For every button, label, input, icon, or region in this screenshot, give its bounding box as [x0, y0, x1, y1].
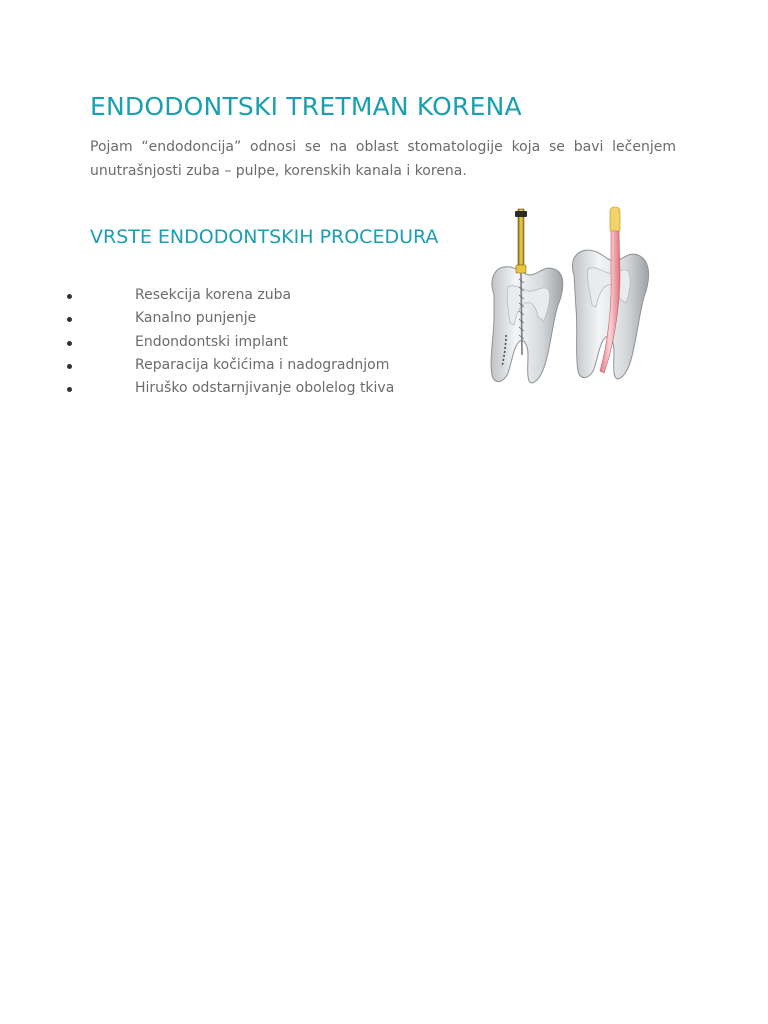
- bullet-icon: [67, 294, 72, 299]
- tooth-with-file: [491, 209, 563, 383]
- list-item-label: Kanalno punjenje: [135, 310, 257, 327]
- list-item-label: Endondontski implant: [135, 333, 288, 350]
- page-title: ENDODONTSKI TRETMAN KORENA: [90, 92, 522, 121]
- bullet-icon: [67, 364, 72, 369]
- bullet-icon: [67, 317, 72, 322]
- bullet-icon: [67, 341, 72, 346]
- tooth-with-filling: [572, 207, 648, 379]
- intro-paragraph: Pojam “endodoncija” odnosi se na oblast stomatologije koja se bavi lečenjem unutrašnjosti zuba – pulpe, korenskih kanala i korena.: [90, 139, 676, 179]
- bullet-icon: [67, 387, 72, 392]
- section-heading: VRSTE ENDODONTSKIH PROCEDURA: [90, 226, 439, 248]
- list-item-label: Hiruško odstarnjivanje obolelog tkiva: [135, 380, 395, 397]
- list-item-label: Resekcija korena zuba: [135, 287, 292, 303]
- list-item-label: Reparacija kočićima i nadogradnjom: [135, 356, 390, 373]
- root-canal-teeth-illustration: [462, 205, 682, 390]
